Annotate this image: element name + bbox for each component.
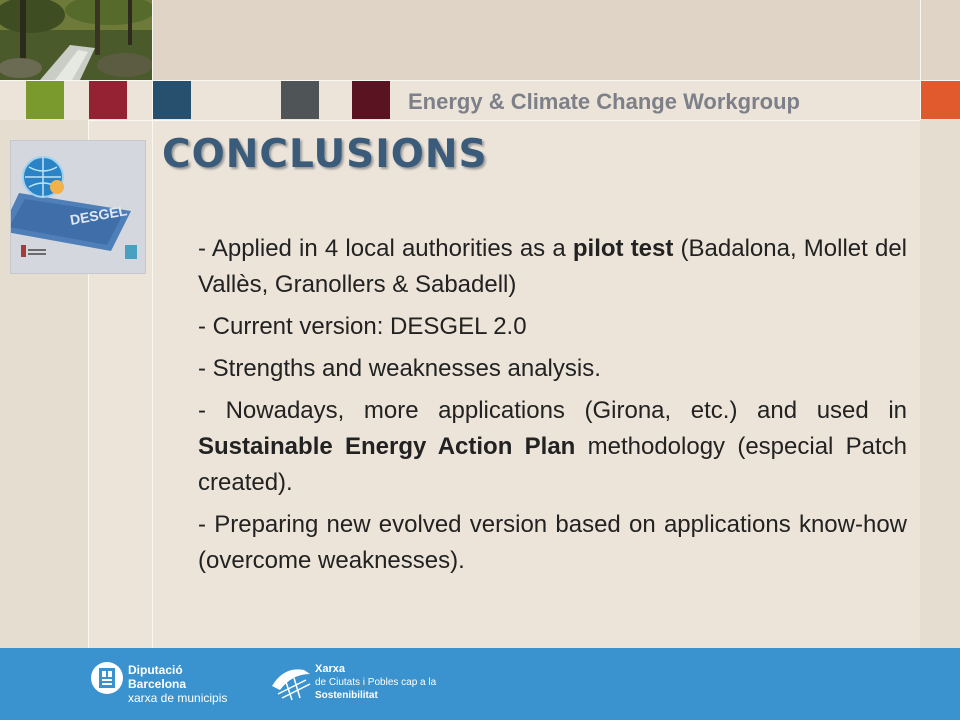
workgroup-title: Energy & Climate Change Workgroup xyxy=(408,89,800,114)
color-square-red xyxy=(89,81,127,119)
bullet-item xyxy=(198,231,907,303)
slide-title: CONCLUSIONS xyxy=(162,132,488,177)
bullet-item: - Preparing new evolved version based on applications know-how (overcome weaknesses). xyxy=(198,511,907,574)
bullet-item: - Strengths and weaknesses analysis. xyxy=(198,355,601,382)
sostenibilitat-text: Sostenibilitat xyxy=(315,690,378,701)
diputacio-barcelona-logo xyxy=(90,660,290,710)
bullet-item xyxy=(198,393,907,501)
grid-line xyxy=(0,120,960,121)
bullet-text: (Badalona, Mollet del Vallès, Granollers & Sabadell) xyxy=(198,235,908,298)
xarxa-municipis-text: xarxa de municipis xyxy=(128,691,228,705)
desgel-cover-image xyxy=(10,140,146,274)
bullet-emphasis: Sustainable Energy Action Plan xyxy=(198,433,576,460)
bullet-list xyxy=(198,231,907,585)
bullet-text: - Applied in 4 local authorities as a xyxy=(198,235,566,262)
ciutats-pobles-text: de Ciutats i Pobles cap a la xyxy=(315,677,437,688)
color-square-blue xyxy=(153,81,191,119)
bullet-emphasis: pilot test xyxy=(572,235,674,262)
bullet-item: - Current version: DESGEL 2.0 xyxy=(198,313,527,340)
diputacio-text: Diputació xyxy=(128,663,183,677)
cover-text: DESGEL xyxy=(68,202,129,228)
color-square-gray xyxy=(281,81,319,119)
right-column xyxy=(920,120,960,648)
forest-stream-photo xyxy=(0,0,152,80)
xarxa-text: Xarxa xyxy=(315,663,345,675)
color-square-maroon xyxy=(352,81,390,119)
color-square-orange xyxy=(921,81,960,119)
bullet-text: - Nowadays, more applications (Girona, etc.) and used in xyxy=(198,397,907,424)
bullet-text: methodology (especial Patch created). xyxy=(198,433,908,496)
color-square-green xyxy=(26,81,64,119)
grid-line xyxy=(0,80,960,81)
xarxa-sostenibilitat-logo xyxy=(270,660,470,710)
barcelona-text: Barcelona xyxy=(128,677,187,691)
